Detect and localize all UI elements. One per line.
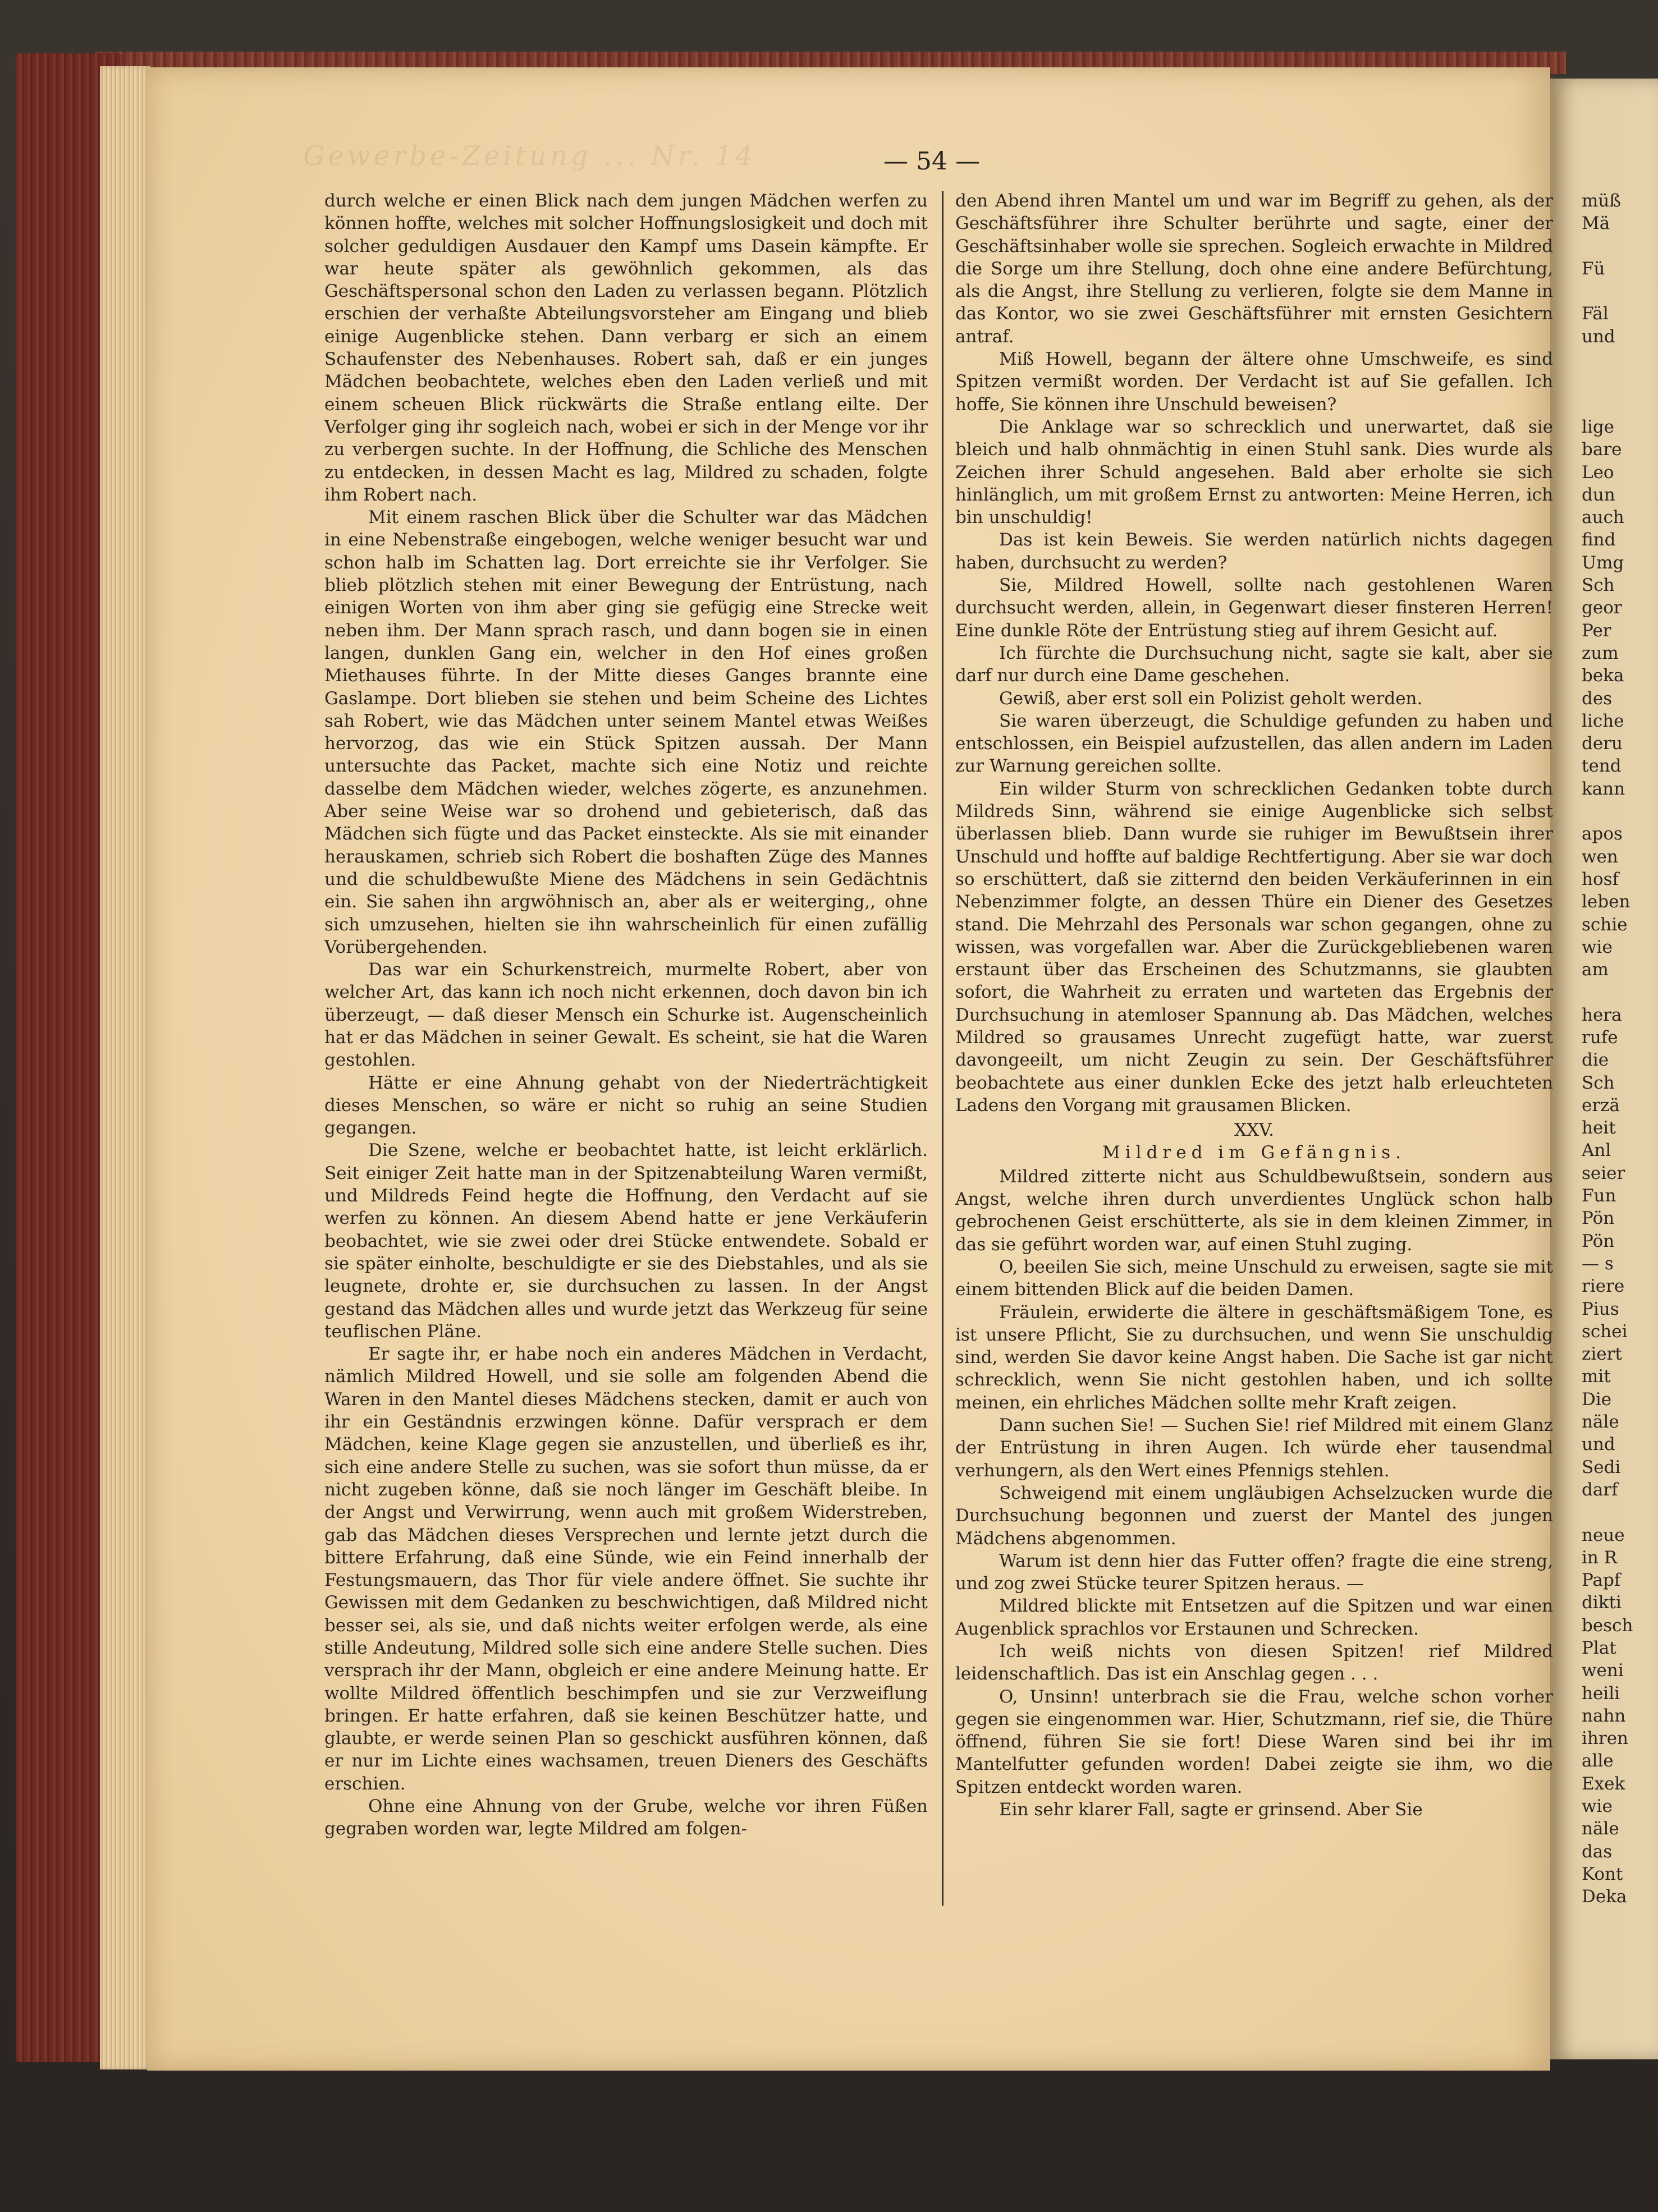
- page-edges: [100, 66, 150, 2069]
- facing-page-line: heit: [1582, 1118, 1616, 1139]
- facing-page-line: leben: [1582, 892, 1630, 912]
- facing-page-line: ziert: [1582, 1344, 1622, 1365]
- paragraph: durch welche er einen Blick nach dem jungen Mädchen werfen zu können hoffte, welches mit solcher Hoffnungslosigkeit und doch mit solcher geduldigen Ausdauer den Kampf ums Dasein kämpfte. Er war heute später als gewöhnlich gekommen, als das Geschäftspersonal schon den Laden zu verlassen begann. Plötzlich erschien der verhaßte Abteilungsvorsteher am Eingang und blieb einige Augenblicke stehen. Dann verbarg er sich an einem Schaufenster des Nebenhauses. Robert sah, daß er ein junges Mädchen beobachtete, welches eben den Laden verließ und mit einem scheuen Blick rückwärts die Straße entlang eilte. Der Verfolger ging ihr sogleich nach, wobei er sich in der Menge vor ihr zu verbergen suchte. In der Hoffnung, die Schliche des Menschen zu entdecken, in dessen Macht es lag, Mildred zu schaden, folgte ihm Robert nach.: [324, 191, 928, 505]
- facing-page-line: in R: [1582, 1547, 1618, 1568]
- facing-page-line: [1582, 1501, 1658, 1523]
- column-divider: [942, 191, 943, 1906]
- facing-page-line: apos: [1582, 824, 1623, 845]
- right-column: [955, 190, 1553, 1912]
- paragraph: Sie, Mildred Howell, sollte nach gestohlenen Waren durchsucht werden, allein, in Gegenwart dieser finsteren Herren! Eine dunkle Röte der Entrüstung stieg auf ihrem Gesicht auf.: [955, 575, 1553, 641]
- paragraph: Ohne eine Ahnung von der Grube, welche vor ihren Füßen gegraben worden war, legte Mildred am folgen-: [324, 1796, 928, 1839]
- facing-page-line: geor: [1582, 598, 1622, 618]
- paragraph: Mit einem raschen Blick über die Schulter war das Mädchen in eine Nebenstraße eingebogen, welche weniger besucht war und schon halb im Schatten lag. Dort erreichte sie ihr Verfolger. Sie blieb plötzlich stehen mit einer Bewegung der Entrüstung, nach einigen Worten von ihm aber ging sie gefügig eine Strecke weit neben ihm. Der Mann sprach rasch, und dann bogen sie in einen langen, dunklen Gang ein, welcher in den Hof eines großen Miethauses führte. In der Mitte dieses Ganges brannte eine Gaslampe. Dort blieben sie stehen und beim Scheine des Lichtes sah Robert, wie das Mädchen unter seinem Mantel etwas Weißes hervorzog, das wie ein Stück Spitzen aussah. Der Mann untersuchte das Packet, machte sich eine Notiz und reichte dasselbe dem Mädchen wieder, welches zögerte, es anzunehmen. Aber seine Weise war so drohend und gebieterisch, daß das Mädchen sich fügte und das Packet einsteckte. Als sie mit einander herauskamen, schrieb sich Robert die boshaften Züge des Mannes und die schuldbewußte Miene des Mädchens in sein Gedächtnis ein. Sie sahen ihn argwöhnisch an, aber als er weiterging,, ohne sich umzusehen, hielten sie ihn wahrscheinlich für einen zufällig Vorübergehenden.: [324, 507, 928, 957]
- facing-page-text-fragments: [1582, 190, 1658, 2041]
- facing-page-line: schie: [1582, 914, 1628, 935]
- facing-page-line: [1582, 393, 1658, 416]
- facing-page-line: heili: [1582, 1683, 1620, 1704]
- facing-page-line: Deka: [1582, 1887, 1627, 1907]
- facing-page-line: alle: [1582, 1751, 1614, 1772]
- paragraph: Das war ein Schurkenstreich, murmelte Robert, aber von welcher Art, das kann ich noch nicht erkennen, doch davon bin ich überzeugt, — daß dieser Mensch ein Schurke ist. Augenscheinlich hat er das Mädchen in seiner Gewalt. Es scheint, sie hat die Waren gestohlen.: [324, 960, 928, 1071]
- facing-page-line: find: [1582, 530, 1616, 550]
- facing-page-line: Anl: [1582, 1140, 1611, 1161]
- facing-page-line: wen: [1582, 846, 1618, 867]
- paragraph: Gewiß, aber erst soll ein Polizist geholt werden.: [999, 688, 1423, 709]
- facing-page-line: dikti: [1582, 1593, 1622, 1613]
- facing-page-line: deru: [1582, 733, 1623, 754]
- facing-page-line: seier: [1582, 1163, 1625, 1183]
- facing-page-line: [1582, 280, 1658, 302]
- facing-page-line: Kont: [1582, 1864, 1623, 1884]
- paragraph: O, beeilen Sie sich, meine Unschuld zu erweisen, sagte sie mit einem bittenden Blick auf die beiden Damen.: [955, 1256, 1553, 1300]
- facing-page-line: neue: [1582, 1525, 1625, 1545]
- facing-page-line: rufe: [1582, 1027, 1618, 1048]
- paragraph: Ein sehr klarer Fall, sagte er grinsend. Aber Sie: [999, 1800, 1423, 1820]
- facing-page-line: kann: [1582, 778, 1625, 799]
- facing-page-line: tend: [1582, 756, 1622, 777]
- facing-page-line: ihren: [1582, 1728, 1629, 1749]
- paragraph: Mildred blickte mit Entsetzen auf die Spitzen und war einen Augenblick sprachlos vor Erstaunen und Schrecken.: [955, 1596, 1553, 1639]
- facing-page-line: Leo: [1582, 462, 1614, 483]
- right-column-part-2: [955, 1165, 1553, 1821]
- facing-page-line: Sedi: [1582, 1457, 1621, 1477]
- facing-page-line: erzä: [1582, 1095, 1620, 1116]
- facing-page-line: auch: [1582, 507, 1624, 528]
- facing-page-line: das: [1582, 1841, 1613, 1862]
- facing-page-line: müß: [1582, 191, 1622, 211]
- facing-page-line: Mä: [1582, 213, 1610, 234]
- facing-page-line: wie: [1582, 1796, 1613, 1817]
- facing-page-line: lige: [1582, 416, 1615, 437]
- facing-page-line: bare: [1582, 439, 1622, 460]
- facing-page-line: darf: [1582, 1479, 1618, 1500]
- facing-page-line: [1582, 370, 1658, 393]
- paragraph: Hätte er eine Ahnung gehabt von der Niederträchtigkeit dieses Menschen, so wäre er nicht so ruhig an seine Studien gegangen.: [324, 1072, 928, 1139]
- facing-page-line: Pius: [1582, 1298, 1619, 1319]
- facing-page-line: die: [1582, 1050, 1609, 1071]
- facing-page-line: Papf: [1582, 1570, 1621, 1591]
- paragraph: Miß Howell, begann der ältere ohne Umschweife, es sind Spitzen vermißt worden. Der Verdacht ist auf Sie gefallen. Ich hoffe, Sie können ihre Unschuld beweisen?: [955, 349, 1553, 415]
- paragraph: Fräulein, erwiderte die ältere in geschäftsmäßigem Tone, es ist unsere Pflicht, Sie zu durchsuchen, und wenn Sie unschuldig sind, werden Sie davor keine Angst haben. Die Sache ist gar nicht schrecklich, wenn Sie nicht gestohlen haben, und ich sollte meinen, ein ehrliches Mädchen sollte mehr Kraft zeigen.: [955, 1302, 1553, 1413]
- facing-page-line: Pön: [1582, 1231, 1615, 1251]
- paragraph: Warum ist denn hier das Futter offen? fragte die eine streng, und zog zwei Stücke teurer Spitzen heraus. —: [955, 1550, 1553, 1594]
- facing-page-line: Sch: [1582, 575, 1615, 596]
- facing-page-line: Fäl: [1582, 304, 1609, 324]
- facing-page-line: [1582, 348, 1658, 370]
- paragraph: Die Anklage war so schrecklich und unerwartet, daß sie bleich und halb ohnmächtig in einen Stuhl sank. Dies wurde als Zeichen ihrer Schuld angesehen. Bald aber erholte sie sich hinlänglich, um mit großem Ernst zu antworten: Meine Herren, ich bin unschuldig!: [955, 416, 1553, 528]
- paragraph: O, Unsinn! unterbrach sie die Frau, welche schon vorher gegen sie eingenommen war. Hier, Schutzmann, rief sie, die Thüre öffnend, führen Sie sie fort! Diese Waren sind bei ihr im Mantelfutter gefunden worden! Dabei zeigte sie ihm, wo die Spitzen entdeckt worden waren.: [955, 1686, 1553, 1797]
- facing-page-line: [1582, 981, 1658, 1003]
- page-number: — 54 —: [883, 147, 980, 176]
- facing-page-line: dun: [1582, 484, 1615, 505]
- facing-page-line: — s: [1582, 1253, 1614, 1274]
- facing-page-line: Per: [1582, 620, 1611, 641]
- facing-page-line: Sch: [1582, 1072, 1615, 1093]
- paragraph: Das ist kein Beweis. Sie werden natürlich nichts dagegen haben, durchsucht zu werden?: [955, 530, 1553, 573]
- facing-page-line: Fun: [1582, 1186, 1616, 1206]
- facing-page-line: Plat: [1582, 1638, 1616, 1658]
- facing-page-line: und: [1582, 1434, 1615, 1455]
- facing-page-line: hera: [1582, 1004, 1622, 1025]
- facing-page-line: [1582, 800, 1658, 823]
- right-column-part-1: [955, 190, 1553, 1117]
- facing-page-line: Umg: [1582, 552, 1624, 573]
- facing-page-line: näle: [1582, 1819, 1619, 1839]
- paragraph: Schweigend mit einem ungläubigen Achselzucken wurde die Durchsuchung begonnen und zuerst der Mantel des jungen Mädchens abgenommen.: [955, 1483, 1553, 1549]
- paragraph: Sie waren überzeugt, die Schuldige gefunden zu haben und entschlossen, ein Beispiel aufzustellen, das allen andern im Laden zur Warnung gereichen sollte.: [955, 710, 1553, 777]
- facing-page-line: näle: [1582, 1412, 1619, 1433]
- facing-page-line: des: [1582, 688, 1613, 709]
- facing-page-line: Fü: [1582, 258, 1605, 279]
- paragraph: Ich weiß nichts von diesen Spitzen! rief Mildred leidenschaftlich. Das ist ein Anschlag gegen . . .: [955, 1641, 1553, 1685]
- facing-page-line: beka: [1582, 666, 1624, 686]
- facing-page-line: riere: [1582, 1276, 1625, 1297]
- facing-page-line: nahn: [1582, 1705, 1626, 1726]
- facing-page-line: hosf: [1582, 869, 1619, 889]
- left-column: [324, 190, 928, 1841]
- facing-page-line: schei: [1582, 1321, 1628, 1342]
- facing-page-line: weni: [1582, 1660, 1624, 1681]
- facing-page-line: [1582, 235, 1658, 258]
- facing-page-line: Exek: [1582, 1773, 1625, 1794]
- paragraph: Ein wilder Sturm von schrecklichen Gedanken tobte durch Mildreds Sinn, während sie einige Augenblicke sich selbst überlassen blieb. Dann wurde sie ruhiger im Bewußtsein ihrer Unschuld und hoffte auf baldige Rechtfertigung. Aber sie war doch so erschüttert, daß sie zitternd den beiden Verkäuferinnen in ein Nebenzimmer folgte, an dessen Thüre ein Diener des Gesetzes stand. Die Mehrzahl des Personals war schon gegangen, ohne zu wissen, was vorgefallen war. Aber die Zurückgebliebenen waren erstaunt über das Erscheinen des Schutzmanns, sie glaubten sofort, die Wahrheit zu erraten und warteten das Ergebnis der Durchsuchung in atemloser Spannung ab. Das Mädchen, welches Mildred so grausames Unrecht zugefügt hatte, war zuerst davongeeilt, um nicht Zeugin zu sein. Der Geschäftsführer beobachtete aus einer dunklen Ecke des jetzt halb erleuchteten Ladens den Vorgang mit grausamen Blicken.: [955, 778, 1553, 1116]
- paragraph: den Abend ihren Mantel um und war im Begriff zu gehen, als der Geschäftsführer ihre Schulter berührte und sagte, einer der Geschäftsinhaber wolle sie sprechen. Sogleich erwachte in Mildred die Sorge um ihre Stellung, doch ohne eine andere Befürchtung, als die Angst, ihre Stellung zu verlieren, folgte sie dem Manne in das Kontor, wo sie zwei Geschäftsführer mit ernsten Gesichtern antraf.: [955, 191, 1553, 347]
- bleed-through-header: Gewerbe-Zeitung ... Nr. 14: [303, 140, 757, 172]
- facing-page-line: und: [1582, 326, 1615, 347]
- paragraph: Mildred zitterte nicht aus Schuldbewußtsein, sondern aus Angst, welche ihren durch unverdientes Unglück schon halb gebrochenen Geist erschütterte, als sie in dem kleinen Zimmer, in das sie geführt worden war, auf einen Stuhl zuging.: [955, 1166, 1553, 1255]
- chapter-number: XXV.: [1234, 1120, 1274, 1141]
- facing-page-line: liche: [1582, 710, 1624, 731]
- facing-page-line: Die: [1582, 1389, 1612, 1410]
- facing-page-line: Pön: [1582, 1208, 1615, 1229]
- facing-page-line: besch: [1582, 1615, 1633, 1636]
- paragraph: Ich fürchte die Durchsuchung nicht, sagte sie kalt, aber sie darf nur durch eine Dame geschehen.: [955, 643, 1553, 686]
- facing-page-line: am: [1582, 960, 1609, 980]
- paragraph: Dann suchen Sie! — Suchen Sie! rief Mildred mit einem Glanz der Entrüstung in ihren Augen. Ich würde eher tausendmal verhungern, als den Wert eines Pfennigs stehlen.: [955, 1415, 1553, 1481]
- chapter-title: Mildred im Gefängnis.: [1102, 1142, 1406, 1163]
- paragraph: Er sagte ihr, er habe noch ein anderes Mädchen in Verdacht, nämlich Mildred Howell, und sie solle am folgenden Abend die Waren in den Mantel dieses Mädchens stecken, damit er auch von ihr ein Geständnis erzwingen könne. Dafür versprach er dem Mädchen, keine Klage gegen sie anzustellen, und überließ es ihr, sich eine andere Stelle zu suchen, was sie sofort thun müsse, da er nicht zugeben könne, daß sie noch länger im Geschäft bleibe. In der Angst und Verwirrung, wenn auch mit großem Widerstreben, gab das Mädchen dieses Versprechen und lernte jetzt durch die bittere Erfahrung, daß eine Sünde, wie ein Feind innerhalb der Festungsmauern, das Thor für viele andere öffnet. Sie suchte ihr Gewissen mit dem Gedanken zu beschwichtigen, daß Mildred nicht besser sei, als sie, und daß nichts weiter erfolgen werde, als eine stille Andeutung, Mildred solle sich eine andere Stelle suchen. Dies versprach ihr der Mann, obgleich er eine andere Meinung hatte. Er wollte Mildred öffentlich beschimpfen und sie zur Verzweiflung bringen. Er hatte erfahren, daß sie keinen Beschützer hatte, und glaubte, er werde seinen Plan so geschickt ausführen können, daß er nur im Lichte eines wachsamen, treuen Dieners des Geschäfts erschien.: [324, 1344, 928, 1794]
- facing-page-line: mit: [1582, 1366, 1611, 1387]
- facing-page-line: zum: [1582, 643, 1619, 663]
- facing-page-line: wie: [1582, 937, 1613, 957]
- paragraph: Die Szene, welche er beobachtet hatte, ist leicht erklärlich. Seit einiger Zeit hatte man in der Spitzenabteilung Waren vermißt, und Mildreds Feind hegte die Hoffnung, den Verdacht auf sie werfen zu können. An diesem Abend hatte er jene Verkäuferin beobachtet, wie sie zwei oder drei Stücke entwendete. Sobald er sie später einholte, beschuldigte er sie des Diebstahles, und als sie leugnete, drohte er, sie durchsuchen zu lassen. In der Angst gestand das Mädchen alles und wurde jetzt das Werkzeug für seine teuflischen Pläne.: [324, 1140, 928, 1342]
